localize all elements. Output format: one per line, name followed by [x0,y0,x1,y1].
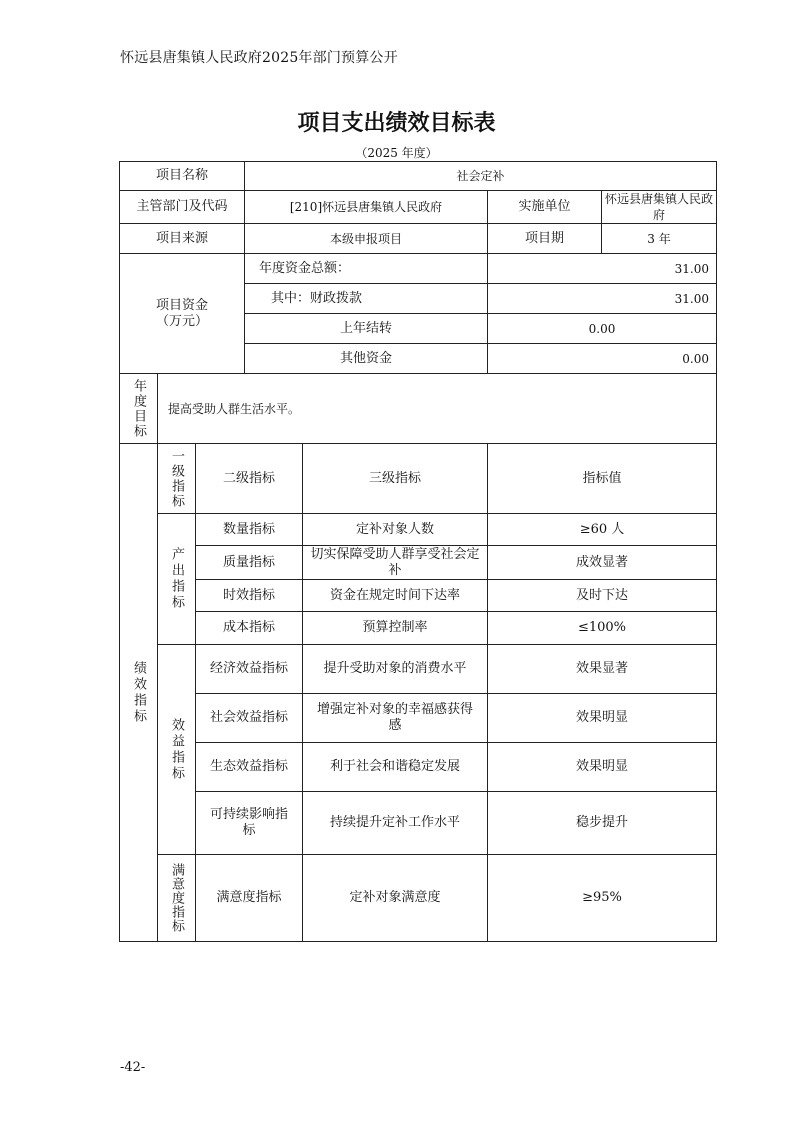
header-level1: 一级指标 [158,444,196,514]
output-value: 成效显著 [488,546,717,580]
table-row [120,444,717,514]
output-level3: 资金在规定时间下达率 [303,580,488,612]
table-row [120,612,717,645]
page-title: 项目支出绩效目标表 [297,111,496,136]
funds-total-label: 年度资金总额： [245,254,488,284]
output-value: ≥60 人 [488,514,717,546]
impl-unit-label: 实施单位 [488,191,602,224]
benefit-value: 效果明显 [488,694,717,743]
table-row [120,855,717,942]
table-row [120,162,717,191]
period-value: 3 年 [602,224,717,254]
satisfaction-label: 满意度指标 [158,855,196,942]
period-label: 项目期 [488,224,602,254]
funds-other-label: 其他资金 [245,344,488,374]
benefit-level2: 可持续影响指标 [196,792,303,855]
funds-other-value: 0.00 [488,344,717,374]
benefit-level3: 提升受助对象的消费水平 [303,645,488,694]
output-level3: 预算控制率 [303,612,488,645]
table-row [120,743,717,792]
page-subtitle: （2025 年度） [355,146,438,160]
output-value: ≤100% [488,612,717,645]
output-level3: 切实保障受助人群享受社会定补 [303,546,488,580]
output-level2: 成本指标 [196,612,303,645]
table-row [120,514,717,546]
header-level2: 二级指标 [196,444,303,514]
benefit-value: 效果明显 [488,743,717,792]
dept-label: 主管部门及代码 [120,191,245,224]
benefit-level2: 生态效益指标 [196,743,303,792]
page-number: -42- [120,1060,146,1075]
table-row [120,694,717,743]
table-row [120,191,717,224]
table-row [120,254,717,284]
funds-total-value: 31.00 [488,254,717,284]
project-name-value: 社会定补 [245,162,717,191]
table-row [120,374,717,444]
benefit-level3: 增强定补对象的幸福感获得感 [303,694,488,743]
output-level2: 质量指标 [196,546,303,580]
table-row [120,792,717,855]
benefit-level2: 经济效益指标 [196,645,303,694]
dept-value: [210]怀远县唐集镇人民政府 [245,191,488,224]
project-name-label: 项目名称 [120,162,245,191]
page-header: 怀远县唐集镇人民政府2025年部门预算公开 [120,50,398,66]
annual-goal-value: 提高受助人群生活水平。 [158,374,717,444]
table-row [120,580,717,612]
output-value: 及时下达 [488,580,717,612]
funds-label: 项目资金（万元） [120,254,245,374]
benefit-level2: 社会效益指标 [196,694,303,743]
performance-table-wrap [119,161,716,942]
annual-goal-label: 年度目标 [120,374,158,444]
source-value: 本级申报项目 [245,224,488,254]
funds-carryover-value: 0.00 [488,314,717,344]
output-label: 产出指标 [158,514,196,645]
table-row [120,224,717,254]
benefit-level3: 利于社会和谐稳定发展 [303,743,488,792]
table-row [120,546,717,580]
performance-table [119,161,717,942]
benefit-label: 效益指标 [158,645,196,855]
source-label: 项目来源 [120,224,245,254]
benefit-value: 效果显著 [488,645,717,694]
funds-fiscal-label: 其中：财政拨款 [245,284,488,314]
satisfaction-level2: 满意度指标 [196,855,303,942]
header-value: 指标值 [488,444,717,514]
benefit-value: 稳步提升 [488,792,717,855]
header-level3: 三级指标 [303,444,488,514]
funds-fiscal-value: 31.00 [488,284,717,314]
satisfaction-value: ≥95% [488,855,717,942]
output-level3: 定补对象人数 [303,514,488,546]
satisfaction-level3: 定补对象满意度 [303,855,488,942]
impl-unit-value: 怀远县唐集镇人民政府 [602,191,717,224]
output-level2: 时效指标 [196,580,303,612]
funds-carryover-label: 上年结转 [245,314,488,344]
benefit-level3: 持续提升定补工作水平 [303,792,488,855]
table-row [120,645,717,694]
indicators-section-label: 绩效指标 [120,444,158,942]
output-level2: 数量指标 [196,514,303,546]
